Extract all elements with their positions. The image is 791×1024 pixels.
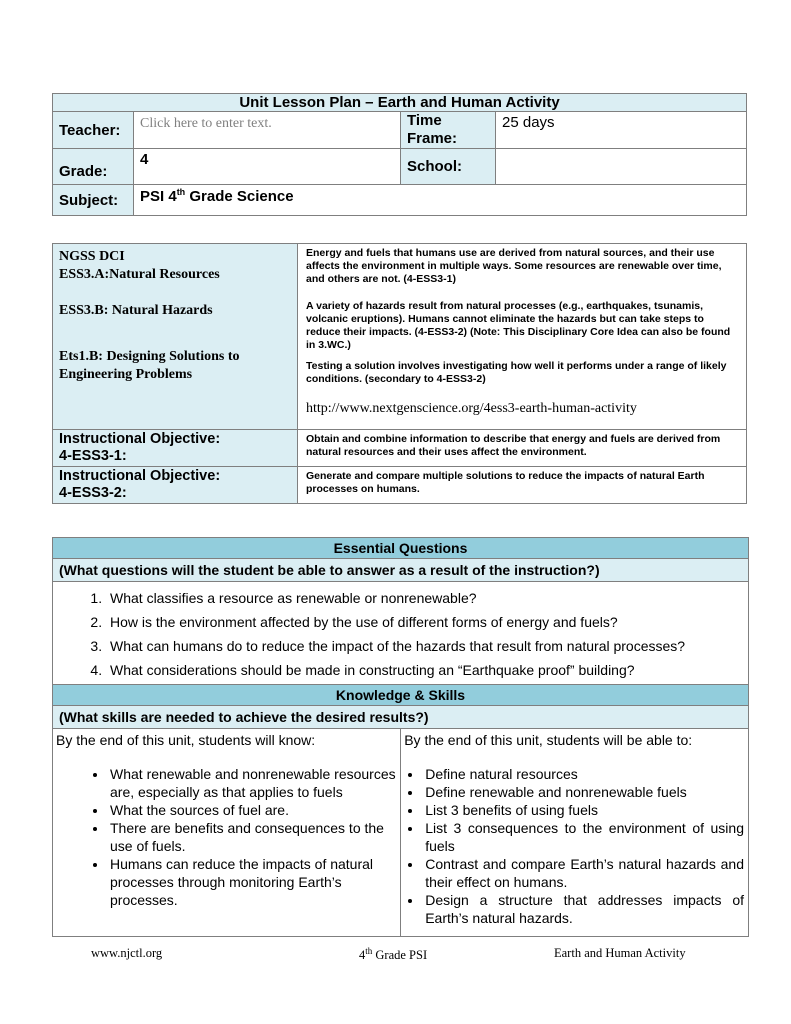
teacher-field[interactable] xyxy=(134,112,401,149)
time-frame-value: 25 days xyxy=(496,112,747,149)
know-column xyxy=(53,729,401,937)
objective-2-label: Instructional Objective: 4-ESS3-2: xyxy=(53,467,298,504)
grade-value: 4 xyxy=(134,149,401,185)
know-item: • Humans can reduce the impacts of natural processes through monitoring Earth’s processes. xyxy=(108,855,396,909)
able-item: • List 3 consequences to the environment of using fuels xyxy=(423,819,744,855)
unit-title: Unit Lesson Plan – Earth and Human Activity xyxy=(53,94,747,112)
able-item: • List 3 benefits of using fuels xyxy=(423,801,744,819)
ets1b-label-1: Ets1.B: Designing Solutions to xyxy=(59,349,240,364)
question-item: 2. How is the environment affected by the use of different forms of energy and fuels? xyxy=(106,610,748,634)
essential-questions-list-cell xyxy=(53,582,749,685)
able-column xyxy=(401,729,749,937)
ngss-dci-texts xyxy=(298,244,747,430)
subject-value: PSI 4th Grade Science xyxy=(134,185,747,216)
ess3a-text: Energy and fuels that humans use are derived from natural sources, and their use affects the environment in multiple ways. Some resources are renewable over time, and others are not. (4-ESS3-1) xyxy=(306,247,722,285)
able-list xyxy=(404,765,744,927)
school-value xyxy=(496,149,747,185)
ess3b-text: A variety of hazards result from natural processes (e.g., earthquakes, tsunamis, volcanic eruptions). Humans cannot eliminate the hazards but can take steps to reduce their impacts. (4-ESS3-2) (Note: This Disciplinary Core Idea can also be found in 3.WC.) xyxy=(306,300,731,351)
know-list xyxy=(56,765,396,909)
able-item: • Design a structure that addresses impacts of Earth’s natural hazards. xyxy=(423,891,744,927)
able-item: • Define natural resources xyxy=(423,765,744,783)
essential-questions-subtitle: (What questions will the student be able to answer as a result of the instruction?) xyxy=(53,559,749,582)
ess3b-label: ESS3.B: Natural Hazards xyxy=(59,303,213,318)
question-item: 3. What can humans do to reduce the impact of the hazards that result from natural processes? xyxy=(106,634,748,658)
ngss-url-link[interactable]: http://www.nextgenscience.org/4ess3-earth-human-activity xyxy=(306,401,637,416)
essential-questions-table xyxy=(52,537,749,937)
knowledge-skills-title: Knowledge & Skills xyxy=(53,685,749,706)
know-intro: By the end of this unit, students will know: xyxy=(56,732,316,748)
essential-questions-title: Essential Questions xyxy=(53,538,749,559)
teacher-label: Teacher: xyxy=(53,112,134,149)
ngss-table xyxy=(52,243,747,504)
ets1b-label-2: Engineering Problems xyxy=(59,367,193,382)
know-item: • What the sources of fuel are. xyxy=(108,801,396,819)
question-item: 1. What classifies a resource as renewable or nonrenewable? xyxy=(106,586,748,610)
unit-header-table xyxy=(52,93,747,216)
know-item: • What renewable and nonrenewable resources are, especially as that applies to fuels xyxy=(108,765,396,801)
objective-2-text: Generate and compare multiple solutions to reduce the impacts of natural Earth processes on humans. xyxy=(298,467,747,504)
ess3a-label: ESS3.A:Natural Resources xyxy=(59,267,220,282)
able-intro: By the end of this unit, students will be able to: xyxy=(404,732,693,748)
know-item: • There are benefits and consequences to the use of fuels. xyxy=(108,819,396,855)
footer-website: www.njctl.org xyxy=(91,946,163,960)
objective-1-label: Instructional Objective: 4-ESS3-1: xyxy=(53,430,298,467)
ngss-dci-labels xyxy=(53,244,298,430)
able-item: • Contrast and compare Earth’s natural hazards and their effect on humans. xyxy=(423,855,744,891)
footer-unit-title: Earth and Human Activity xyxy=(554,946,686,960)
objective-1-text: Obtain and combine information to describe that energy and fuels are derived from natural resources and their uses affect the environment. xyxy=(298,430,747,467)
ets1b-text: Testing a solution involves investigating how well it performs under a range of likely conditions. (secondary to 4-ESS3-2) xyxy=(306,360,727,385)
grade-label: Grade: xyxy=(53,149,134,185)
ngss-dci-heading: NGSS DCI xyxy=(59,249,125,264)
school-label: School: xyxy=(401,149,496,185)
subject-label: Subject: xyxy=(53,185,134,216)
essential-questions-list xyxy=(53,586,748,682)
knowledge-skills-subtitle: (What skills are needed to achieve the desired results?) xyxy=(53,706,749,729)
time-frame-label: Time Frame: xyxy=(401,112,496,149)
footer-course: 4th Grade PSI xyxy=(359,946,428,963)
question-item: 4. What considerations should be made in constructing an “Earthquake proof” building? xyxy=(106,658,748,682)
able-item: • Define renewable and nonrenewable fuels xyxy=(423,783,744,801)
teacher-placeholder[interactable]: Click here to enter text. xyxy=(140,116,272,131)
